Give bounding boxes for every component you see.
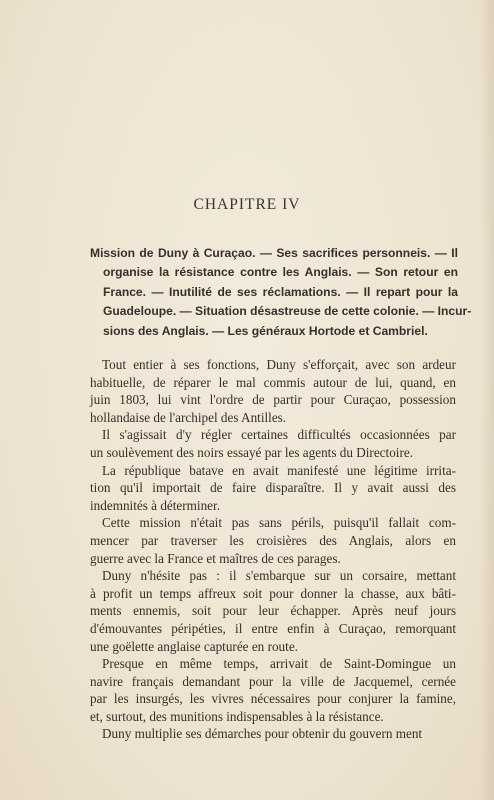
chapter-title: CHAPITRE IV bbox=[193, 196, 301, 213]
paragraph-6-line: navire français demandant pour la ville de Jacquemel, cernée bbox=[90, 673, 456, 689]
summary-line: sions des Anglais. — Les généraux Hortode et Cambriel. bbox=[103, 323, 428, 338]
page-edge-shadow bbox=[480, 0, 494, 800]
paragraph-4-line: Cette mission n'était pas sans périls, puisqu'il fallait com- bbox=[102, 515, 456, 531]
summary-line: Mission de Duny à Curaçao. — Ses sacrifices personneis. — Il bbox=[90, 246, 458, 260]
paragraph-4-line: mencer par traverser les croisières des Anglais, alors en bbox=[90, 532, 456, 548]
paragraph-6-line: et, surtout, des munitions indispensables à la résistance. bbox=[90, 708, 384, 724]
body-text bbox=[90, 356, 456, 743]
paragraph-2-line: un soulèvement des noirs essayé par les agents du Directoire. bbox=[90, 444, 413, 460]
paragraph-2-line: Il s'agissait d'y régler certaines difficultés occasionnées par bbox=[102, 427, 456, 443]
summary-line: France. — Inutilité de ses réclamations. — Il repart pour la bbox=[103, 284, 458, 299]
paragraph-4-line: guerre avec la France et maîtres de ces parages. bbox=[90, 550, 341, 566]
paragraph-3-line: indemnités à déterminer. bbox=[90, 497, 221, 513]
paragraph-1-line: juin 1803, lui vint l'ordre de partir pour Curaçao, possession bbox=[90, 392, 456, 408]
paragraph-5-line: à profit un temps affreux soit pour donner la chasse, aux bâti- bbox=[90, 585, 456, 601]
paragraph-5-line: une goëlette anglaise capturée en route. bbox=[90, 638, 298, 654]
paragraph-1-line: hollandaise de l'archipel des Antilles. bbox=[90, 409, 287, 425]
paragraph-3-line: La république batave en avait manifesté une légitime irrita- bbox=[102, 462, 456, 478]
chapter-summary bbox=[90, 244, 472, 341]
paragraph-1-line: Tout entier à ses fonctions, Duny s'efforçait, avec son ardeur bbox=[102, 357, 456, 372]
summary-line: Guadeloupe. — Situation désastreuse de cette colonie. — Incur- bbox=[103, 304, 472, 319]
paragraph-7-line: Duny multiplie ses démarches pour obtenir du gouvern ment bbox=[102, 726, 423, 742]
paragraph-5-line: ments ennemis, soit pour leur échapper. Après neuf jours bbox=[90, 603, 456, 619]
paragraph-6-line: Presque en même temps, arrivait de Saint-Domingue un bbox=[102, 656, 456, 672]
paragraph-5-line: d'émouvantes péripéties, il entre enfin à Curaçao, remorquant bbox=[90, 620, 456, 636]
paragraph-5-line: Duny n'hésite pas : il s'embarque sur un corsaire, mettant bbox=[102, 568, 456, 584]
paragraph-1-line: habituelle, de réparer le mal commis autour de lui, quand, en bbox=[90, 374, 456, 390]
paragraph-6-line: par les insurgés, les vivres nécessaires pour conjurer la famine, bbox=[90, 691, 456, 707]
summary-line: organise la résistance contre les Anglais. — Son retour en bbox=[103, 265, 458, 280]
paragraph-3-line: tion qu'il importait de faire disparaître. Il y avait aussi des bbox=[90, 480, 456, 496]
